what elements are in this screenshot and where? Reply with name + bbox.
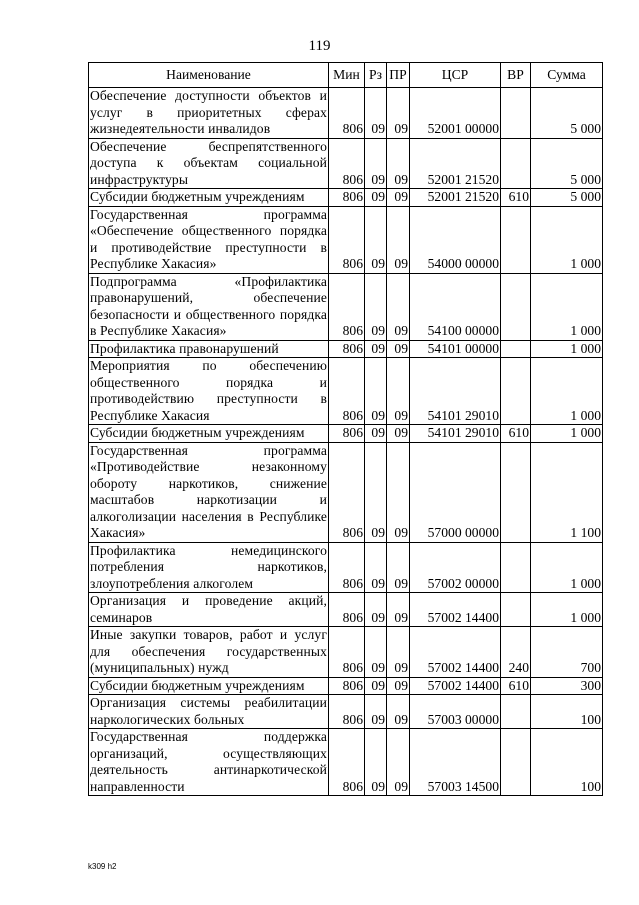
header-vr: ВР	[501, 63, 531, 88]
row-name: Субсидии бюджетным учреждениям	[89, 425, 329, 443]
row-pr: 09	[387, 729, 410, 796]
row-min: 806	[329, 189, 365, 207]
row-csr: 57003 14500	[410, 729, 501, 796]
row-rz: 09	[365, 273, 387, 340]
table-row	[89, 138, 603, 189]
row-rz: 09	[365, 542, 387, 593]
row-vr: 240	[501, 627, 531, 678]
row-pr: 09	[387, 340, 410, 358]
row-csr: 54000 00000	[410, 206, 501, 273]
row-min: 806	[329, 138, 365, 189]
row-name: Профилактика правонарушений	[89, 340, 329, 358]
row-vr	[501, 442, 531, 542]
row-rz: 09	[365, 206, 387, 273]
row-min: 806	[329, 206, 365, 273]
row-sum: 1 000	[531, 425, 603, 443]
row-pr: 09	[387, 677, 410, 695]
row-rz: 09	[365, 627, 387, 678]
row-pr: 09	[387, 695, 410, 729]
row-rz: 09	[365, 425, 387, 443]
row-min: 806	[329, 425, 365, 443]
table-row	[89, 189, 603, 207]
row-csr: 52001 21520	[410, 138, 501, 189]
footer-code: k309 h2	[88, 862, 117, 871]
row-sum: 1 100	[531, 442, 603, 542]
table-row	[89, 677, 603, 695]
row-name: Иные закупки товаров, работ и услуг для обеспечения государственных (муниципальных) нужд	[90, 627, 327, 675]
row-name: Обеспечение беспрепятственного доступа к объектам социальной инфраструктуры	[90, 138, 327, 187]
row-vr	[501, 358, 531, 425]
row-rz: 09	[365, 358, 387, 425]
row-sum: 5 000	[531, 189, 603, 207]
row-vr	[501, 340, 531, 358]
row-min: 806	[329, 593, 365, 627]
row-csr: 57002 14400	[410, 677, 501, 695]
row-sum: 100	[531, 729, 603, 796]
row-name: Государственная поддержка организаций, осуществляющих деятельность антинаркотической направленности	[90, 729, 327, 794]
table-row	[89, 340, 603, 358]
table-row	[89, 425, 603, 443]
budget-table	[88, 62, 603, 796]
row-min: 806	[329, 273, 365, 340]
table-row	[89, 88, 603, 139]
row-sum: 1 000	[531, 340, 603, 358]
row-vr	[501, 593, 531, 627]
row-sum: 1 000	[531, 358, 603, 425]
row-sum: 5 000	[531, 88, 603, 139]
row-pr: 09	[387, 542, 410, 593]
row-rz: 09	[365, 189, 387, 207]
row-name: Подпрограмма «Профилактика правонарушений, обеспечение безопасности и общественного порядка в Республике Хакасия»	[90, 273, 327, 338]
row-rz: 09	[365, 593, 387, 627]
row-vr: 610	[501, 425, 531, 443]
row-vr: 610	[501, 189, 531, 207]
row-min: 806	[329, 442, 365, 542]
table-row	[89, 593, 603, 627]
header-sum: Сумма	[531, 63, 603, 88]
table-row	[89, 627, 603, 678]
row-name: Обеспечение доступности объектов и услуг в приоритетных сферах жизнедеятельности инвалидов	[90, 88, 327, 136]
row-csr: 54101 29010	[410, 358, 501, 425]
table-row	[89, 729, 603, 796]
row-sum: 1 000	[531, 542, 603, 593]
row-sum: 700	[531, 627, 603, 678]
row-rz: 09	[365, 88, 387, 139]
row-rz: 09	[365, 677, 387, 695]
row-pr: 09	[387, 358, 410, 425]
row-pr: 09	[387, 88, 410, 139]
table-row	[89, 695, 603, 729]
row-name: Субсидии бюджетным учреждениям	[89, 677, 329, 695]
row-vr	[501, 729, 531, 796]
row-rz: 09	[365, 695, 387, 729]
row-name: Мероприятия по обеспечению общественного порядка и противодействию преступности в Республике Хакасия	[90, 358, 327, 423]
header-min: Мин	[329, 63, 365, 88]
row-vr: 610	[501, 677, 531, 695]
row-sum: 1 000	[531, 273, 603, 340]
row-name: Государственная программа «Противодействие незаконному обороту наркотиков, снижение масштабов наркотизации и алкоголизации населения в Республике Хакасия»	[90, 442, 327, 540]
row-csr: 57002 00000	[410, 542, 501, 593]
row-name: Субсидии бюджетным учреждениям	[89, 189, 329, 207]
row-rz: 09	[365, 729, 387, 796]
row-pr: 09	[387, 627, 410, 678]
row-min: 806	[329, 542, 365, 593]
row-pr: 09	[387, 425, 410, 443]
row-min: 806	[329, 729, 365, 796]
header-name: Наименование	[89, 63, 329, 88]
row-pr: 09	[387, 189, 410, 207]
row-vr	[501, 542, 531, 593]
row-vr	[501, 138, 531, 189]
row-vr	[501, 88, 531, 139]
table-body	[89, 88, 603, 796]
table-row	[89, 542, 603, 593]
row-pr: 09	[387, 442, 410, 542]
table-row	[89, 206, 603, 273]
row-sum: 1 000	[531, 206, 603, 273]
row-csr: 54100 00000	[410, 273, 501, 340]
row-pr: 09	[387, 273, 410, 340]
row-min: 806	[329, 677, 365, 695]
row-rz: 09	[365, 442, 387, 542]
row-rz: 09	[365, 340, 387, 358]
row-sum: 5 000	[531, 138, 603, 189]
row-vr	[501, 273, 531, 340]
row-pr: 09	[387, 138, 410, 189]
table-row	[89, 358, 603, 425]
row-csr: 52001 21520	[410, 189, 501, 207]
header-pr: ПР	[387, 63, 410, 88]
row-csr: 57002 14400	[410, 593, 501, 627]
row-sum: 100	[531, 695, 603, 729]
row-name: Государственная программа «Обеспечение общественного порядка и противодействие преступности в Республике Хакасия»	[90, 206, 327, 271]
row-csr: 52001 00000	[410, 88, 501, 139]
header-csr: ЦСР	[410, 63, 501, 88]
row-vr	[501, 695, 531, 729]
row-vr	[501, 206, 531, 273]
row-rz: 09	[365, 138, 387, 189]
row-pr: 09	[387, 206, 410, 273]
row-csr: 57000 00000	[410, 442, 501, 542]
row-csr: 54101 29010	[410, 425, 501, 443]
table-header-row	[89, 63, 603, 88]
page-number: 119	[308, 38, 331, 54]
row-min: 806	[329, 358, 365, 425]
row-min: 806	[329, 695, 365, 729]
row-min: 806	[329, 627, 365, 678]
row-csr: 57003 00000	[410, 695, 501, 729]
row-sum: 1 000	[531, 593, 603, 627]
row-csr: 57002 14400	[410, 627, 501, 678]
row-name: Профилактика немедицинского потребления наркотиков, злоупотребления алкоголем	[90, 542, 327, 591]
row-name: Организация системы реабилитации наркологических больных	[90, 695, 327, 727]
row-name: Организация и проведение акций, семинаров	[90, 593, 327, 625]
row-min: 806	[329, 340, 365, 358]
row-min: 806	[329, 88, 365, 139]
row-pr: 09	[387, 593, 410, 627]
row-sum: 300	[531, 677, 603, 695]
table-row	[89, 442, 603, 542]
row-csr: 54101 00000	[410, 340, 501, 358]
header-rz: Рз	[365, 63, 387, 88]
table-row	[89, 273, 603, 340]
